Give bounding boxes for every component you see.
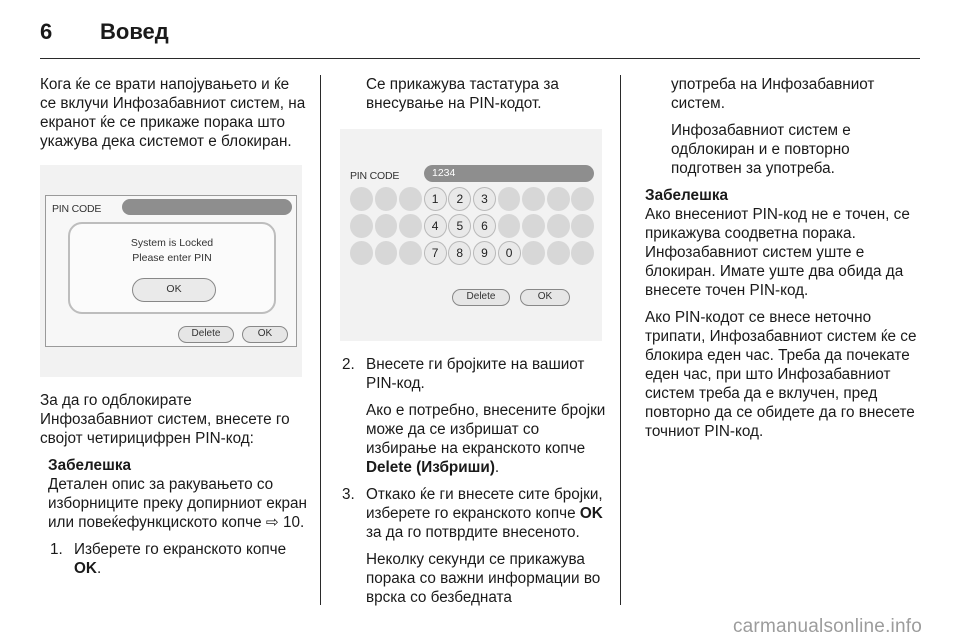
keypad-figure <box>340 129 602 341</box>
keypad-blank-key <box>375 214 398 238</box>
keypad-blank-key <box>350 241 373 265</box>
unlocked-paragraph: Инфозабавниот систем е одблокиран и е повторно подготвен за употреба. <box>671 122 851 177</box>
keypad-key-7[interactable]: 7 <box>424 241 447 265</box>
watermark: carmanualsonline.info <box>732 616 922 637</box>
column-divider-1 <box>320 75 321 605</box>
keypad-row-1 <box>350 187 596 211</box>
step-1-number: 1. <box>50 541 63 558</box>
step-3-keyword: OK <box>579 505 603 522</box>
step-3-detail: Неколку секунди се прикажува порака со важни информации во врска со безбедната <box>366 551 601 606</box>
column-2 <box>340 75 608 615</box>
keypad-row-2 <box>350 214 596 238</box>
keypad-blank-key <box>350 214 373 238</box>
chapter-title: Вовед <box>100 19 169 44</box>
page-header <box>40 12 169 52</box>
delete-button[interactable]: Delete <box>178 326 234 343</box>
keypad-blank-key <box>399 214 422 238</box>
step-3 <box>340 485 608 542</box>
step-3-body: Откако ќе ги внесете сите бројки, изберете го екранското копче <box>366 486 603 522</box>
keypad-blank-key <box>399 187 422 211</box>
step-2 <box>340 355 608 393</box>
note-title: Забелешка <box>645 187 728 204</box>
step-1-keyword: OK <box>74 560 97 577</box>
step-2-text: Внесете ги бројките на вашиот PIN-код. <box>366 356 585 392</box>
keypad-key-3[interactable]: 3 <box>473 187 496 211</box>
keypad-blank-key <box>547 187 570 211</box>
ok-button[interactable]: OK <box>520 289 570 306</box>
column-divider-2 <box>620 75 621 605</box>
keypad-blank-key <box>375 241 398 265</box>
step-3-text <box>366 485 608 542</box>
dialog-message <box>70 236 274 266</box>
locked-screen-figure <box>40 165 302 377</box>
keypad-blank-key <box>547 241 570 265</box>
keypad-key-9[interactable]: 9 <box>473 241 496 265</box>
dialog-line-2: Please enter PIN <box>132 252 212 264</box>
continued-text: употреба на Инфозабавниот систем. <box>671 76 875 112</box>
dialog-line-1: System is Locked <box>130 237 214 249</box>
step-3-number: 3. <box>342 486 355 503</box>
step-3-end: за да го потврдите внесеното. <box>366 524 580 541</box>
keypad-key-4[interactable]: 4 <box>424 214 447 238</box>
keypad-key-6[interactable]: 6 <box>473 214 496 238</box>
pin-code-label: PIN CODE <box>350 170 400 182</box>
note-text: Детален опис за ракувањето со изборниците преку допирниот екран или повеќефункциското копче <box>48 476 307 531</box>
keypad-blank-key <box>571 187 594 211</box>
step-1-end: . <box>96 560 102 577</box>
keypad-blank-key <box>498 187 521 211</box>
note-title: Забелешка <box>48 457 131 474</box>
ok-button[interactable]: OK <box>242 326 288 343</box>
keypad-blank-key <box>522 241 545 265</box>
keypad-blank-key <box>399 241 422 265</box>
pin-code-field: 1234 <box>424 165 594 182</box>
keypad-key-1[interactable]: 1 <box>424 187 447 211</box>
keypad-blank-key <box>498 214 521 238</box>
keypad-blank-key <box>375 187 398 211</box>
note-body-2: Ако PIN-кодот се внесе неточно трипати, Инфозабавниот систем ќе се блокира еден час. Треба да почекате еден час, при што Инфозабавниот систем треба да е вклучен, пред повторно да се обидете да го внесете точниот PIN-код. <box>645 309 917 440</box>
dialog-ok-button[interactable]: OK <box>132 278 216 302</box>
column-3 <box>645 75 923 449</box>
locked-dialog <box>68 222 276 314</box>
keypad-blank-key <box>571 214 594 238</box>
keypad-blank-key <box>522 187 545 211</box>
note-block <box>40 456 308 578</box>
pin-code-label: PIN CODE <box>52 203 102 215</box>
header-divider <box>40 58 920 59</box>
display-screen <box>45 195 297 347</box>
step-2-detail-text: Ако е потребно, внесените бројки може да се избришат со избирање на екранското копче <box>366 402 606 457</box>
step-1-text <box>74 540 308 578</box>
pin-code-field <box>122 199 292 215</box>
keypad-key-2[interactable]: 2 <box>448 187 471 211</box>
delete-button[interactable]: Delete <box>452 289 510 306</box>
keypad-key-0[interactable]: 0 <box>498 241 521 265</box>
step-1 <box>48 540 308 578</box>
keypad-row-3 <box>350 241 596 265</box>
step-2-number: 2. <box>342 356 355 373</box>
step-1-body: Изберете го екранското копче <box>74 541 287 558</box>
keypad-intro: Се прикажува тастатура за внесување на PIN-кодот. <box>366 76 559 112</box>
step-2-keyword: Delete (Избриши) <box>366 459 495 476</box>
keypad-key-5[interactable]: 5 <box>448 214 471 238</box>
intro-paragraph: Кога ќе се врати напојувањето и ќе се вклучи Инфозабавниот систем, на екранот ќе се прикаже порака што укажува дека системот е блокиран. <box>40 76 306 150</box>
keypad-blank-key <box>547 214 570 238</box>
unlock-paragraph: За да го одблокирате Инфозабавниот систем, внесете го својот четирицифрен PIN-код: <box>40 392 290 447</box>
keypad-blank-key <box>522 214 545 238</box>
page-number: 6 <box>40 19 53 44</box>
keypad-blank-key <box>571 241 594 265</box>
note-body <box>48 475 308 532</box>
keypad-key-8[interactable]: 8 <box>448 241 471 265</box>
keypad-blank-key <box>350 187 373 211</box>
page-ref: 10. <box>278 514 305 531</box>
column-1 <box>40 75 308 586</box>
page-ref-icon: ⇨ <box>265 514 279 531</box>
note-body-1: Ако внесениот PIN-код не е точен, се прикажува соодветна порака. Инфозабавниот систем уште е блокиран. Имате уште два обида да внесете точен PIN-код. <box>645 206 910 299</box>
keypad-grid <box>350 187 596 268</box>
step-2-detail <box>340 401 608 477</box>
step-2-end: . <box>494 459 500 476</box>
